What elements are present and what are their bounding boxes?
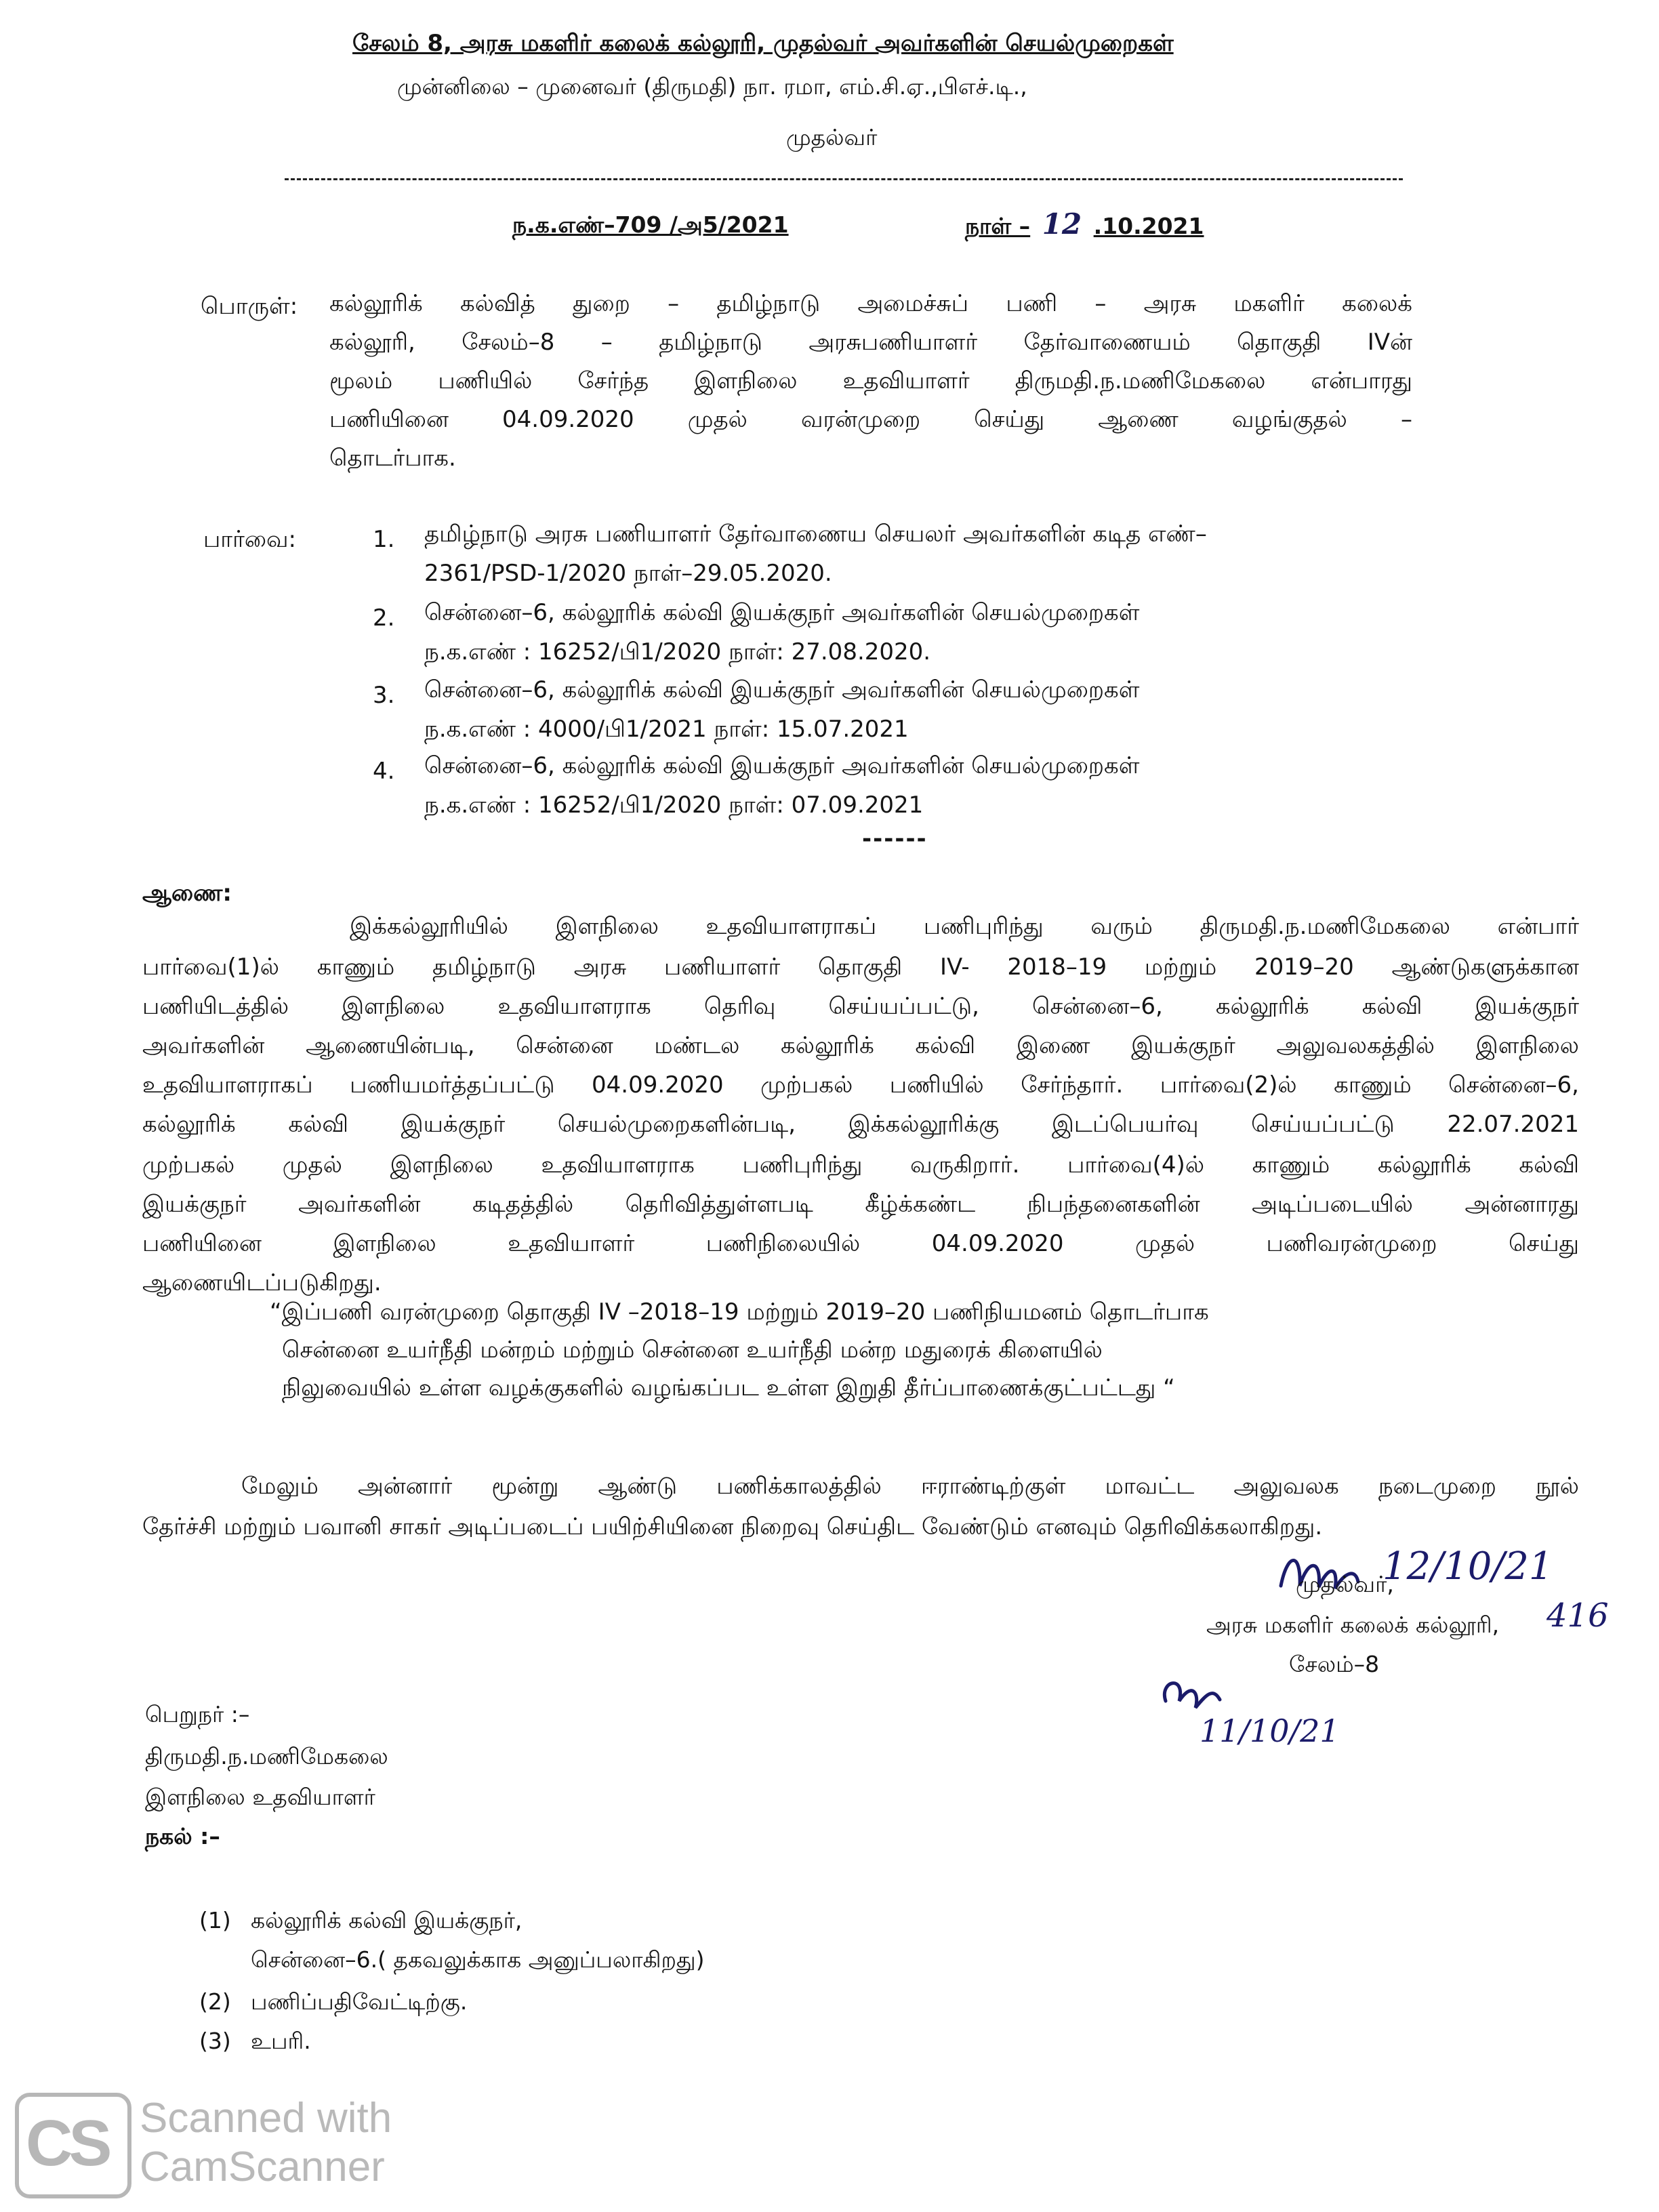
- initial-signature: [1152, 1654, 1340, 1755]
- quote-block: [270, 1293, 1209, 1407]
- header-divider: [285, 178, 1403, 180]
- reference-item-line: சென்னை–6, கல்லூரிக் கல்வி இயக்குநர் அவர்களின் செயல்முறைகள்: [424, 599, 1140, 626]
- reference-item-number: 1.: [373, 526, 395, 553]
- reference-number: ந.க.எண்–709 /அ5/2021: [512, 211, 789, 238]
- camscanner-logo: [15, 2093, 131, 2198]
- order-line: இக்கல்லூரியில் இளநிலை உதவியாளராகப் பணிபுரிந்து வரும் திருமதி.ந.மணிமேகலை என்பார்: [350, 913, 1579, 940]
- recipient-label: பெறுநர் :–: [145, 1701, 250, 1727]
- reference-item-line: சென்னை–6, கல்லூரிக் கல்வி இயக்குநர் அவர்களின் செயல்முறைகள்: [424, 676, 1140, 703]
- document-title: சேலம் 8, அரசு மகளிர் கலைக் கல்லூரி, முதல்வர் அவர்களின் செயல்முறைகள்: [352, 30, 1174, 57]
- copy-item-number: (1): [199, 1907, 231, 1933]
- copy-item-line: கல்லூரிக் கல்வி இயக்குநர்,: [251, 1907, 523, 1933]
- presence-line: முன்னிலை – முனைவர் (திருமதி) நா. ரமா, எம்.சி.ஏ.,பிஎச்.டி.,: [397, 73, 1027, 100]
- reference-item-number: 3.: [373, 682, 395, 709]
- reference-item-line: 2361/PSD-1/2020 நாள்–29.05.2020.: [424, 560, 832, 587]
- copy-label: நகல் :–: [145, 1823, 220, 1849]
- copy-item-line: பணிப்பதிவேட்டிற்கு.: [251, 1988, 468, 2015]
- order-label: ஆணை:: [142, 880, 232, 907]
- signatory-place: சேலம்–8: [1289, 1651, 1380, 1677]
- signatory-college: அரசு மகளிர் கலைக் கல்லூரி,: [1206, 1612, 1500, 1638]
- order-paragraph-line: மேலும் அன்னார் மூன்று ஆண்டு பணிக்காலத்தில் ஈராண்டிற்குள் மாவட்ட அலுவலக நடைமுறை நூல்: [241, 1473, 1579, 1500]
- order-line: உதவியாளராகப் பணியமர்த்தப்பட்டு 04.09.2020 முற்பகல் பணியில் சேர்ந்தார். பார்வை(2)ல் காணும் சென்னை–6,: [142, 1071, 1579, 1099]
- copy-item-number: (3): [199, 2028, 231, 2054]
- copy-item-line: சென்னை–6.( தகவலுக்காக அனுப்பலாகிறது): [251, 1946, 705, 1973]
- references-label: பார்வை:: [203, 526, 296, 553]
- subject-block: [329, 285, 1412, 478]
- reference-item-line: ந.க.எண் : 16252/பி1/2020 நாள்: 27.08.2020.: [424, 638, 931, 665]
- order-line: கல்லூரிக் கல்வி இயக்குநர் செயல்முறைகளின்படி, இக்கல்லூரிக்கு இடப்பெயர்வு செய்யப்பட்டு 22.07.2021: [142, 1111, 1579, 1138]
- order-line: பார்வை(1)ல் காணும் தமிழ்நாடு அரசு பணியாளர் தொகுதி IV- 2018–19 மற்றும் 2019–20 ஆண்டுகளுக்கான: [142, 954, 1579, 981]
- subject-line: மூலம் பணியில் சேர்ந்த இளநிலை உதவியாளர் திருமதி.ந.மணிமேகலை என்பாரது: [329, 367, 1412, 394]
- copy-item-number: (2): [199, 1988, 231, 2015]
- reference-item-line: தமிழ்நாடு அரசு பணியாளர் தேர்வாணைய செயலர் அவர்களின் கடித எண்–: [424, 520, 1207, 548]
- signatory-designation: முதல்வர்,: [1296, 1571, 1394, 1597]
- reference-item-line: ந.க.எண் : 16252/பி1/2020 நாள்: 07.09.2021: [424, 792, 924, 819]
- quote-line: “இப்பணி வரன்முறை தொகுதி IV –2018–19 மற்றும் 2019–20 பணிநியமனம் தொடர்பாக: [270, 1298, 1209, 1326]
- reference-item-number: 2.: [373, 605, 395, 632]
- quote-line: சென்னை உயர்நீதி மன்றம் மற்றும் சென்னை உயர்நீதி மன்ற மதுரைக் கிளையில்: [282, 1336, 1103, 1364]
- date-suffix: .10.2021: [1093, 213, 1204, 239]
- order-line: ஆணையிடப்படுகிறது.: [142, 1269, 382, 1296]
- watermark-line: CamScanner: [140, 2144, 385, 2190]
- order-line: இயக்குநர் அவர்களின் கடிதத்தில் தெரிவித்துள்ளபடி கீழ்க்கண்ட நிபந்தனைகளின் அடிப்படையில் அன்னாரது: [142, 1191, 1579, 1218]
- order-paragraph-line: தேர்ச்சி மற்றும் பவானி சாகர் அடிப்படைப் பயிற்சியினை நிறைவு செய்திட வேண்டும் எனவும் தெரிவிக்கலாகிறது.: [142, 1513, 1323, 1540]
- handwritten-note: 416: [1547, 1597, 1609, 1635]
- principal-designation: முதல்வர்: [786, 124, 878, 150]
- copy-item-line: உபரி.: [251, 2028, 311, 2054]
- subject-line: பணியினை 04.09.2020 முதல் வரன்முறை செய்து ஆணை வழங்குதல் –: [329, 406, 1412, 433]
- initial-date: 11/10/21: [1200, 1713, 1340, 1749]
- references-end-mark: ------: [862, 825, 928, 853]
- order-date: [965, 207, 1204, 243]
- recipient-designation: இளநிலை உதவியாளர்: [145, 1784, 375, 1810]
- signature-date: 12/10/21: [1382, 1544, 1553, 1589]
- subject-label: பொருள்:: [201, 293, 298, 320]
- date-label: நாள் –: [965, 213, 1031, 239]
- handwritten-date: 12: [1042, 207, 1082, 241]
- subject-line: கல்லூரி, சேலம்–8 – தமிழ்நாடு அரசுபணியாளர் தேர்வாணையம் தொகுதி IVன்: [329, 329, 1412, 356]
- subject-line: கல்லூரிக் கல்வித் துறை – தமிழ்நாடு அமைச்சுப் பணி – அரசு மகளிர் கலைக்: [329, 290, 1412, 317]
- camscanner-logo-text: CS: [26, 2107, 108, 2179]
- reference-item-line: ந.க.எண் : 4000/பி1/2021 நாள்: 15.07.2021: [424, 716, 909, 743]
- reference-item-line: சென்னை–6, கல்லூரிக் கல்வி இயக்குநர் அவர்களின் செயல்முறைகள்: [424, 752, 1140, 779]
- quote-line: நிலுவையில் உள்ள வழக்குகளில் வழங்கப்பட உள்ள இறுதி தீர்ப்பாணைக்குட்பட்டது “: [282, 1374, 1175, 1401]
- order-line: பணியினை இளநிலை உதவியாளர் பணிநிலையில் 04.09.2020 முதல் பணிவரன்முறை செய்து: [142, 1230, 1579, 1257]
- reference-item-number: 4.: [373, 758, 395, 785]
- order-line: அவர்களின் ஆணையின்படி, சென்னை மண்டல கல்லூரிக் கல்வி இணை இயக்குநர் அலுவலகத்தில் இளநிலை: [142, 1032, 1579, 1059]
- subject-line: தொடர்பாக.: [329, 445, 456, 472]
- recipient-name: திருமதி.ந.மணிமேகலை: [145, 1743, 388, 1769]
- watermark-line: Scanned with: [140, 2095, 392, 2142]
- order-line: முற்பகல் முதல் இளநிலை உதவியாளராக பணிபுரிந்து வருகிறார். பார்வை(4)ல் காணும் கல்லூரிக் கல்வி: [142, 1151, 1579, 1179]
- order-line: பணியிடத்தில் இளநிலை உதவியாளராக தெரிவு செய்யப்பட்டு, சென்னை–6, கல்லூரிக் கல்வி இயக்குநர்: [142, 993, 1579, 1020]
